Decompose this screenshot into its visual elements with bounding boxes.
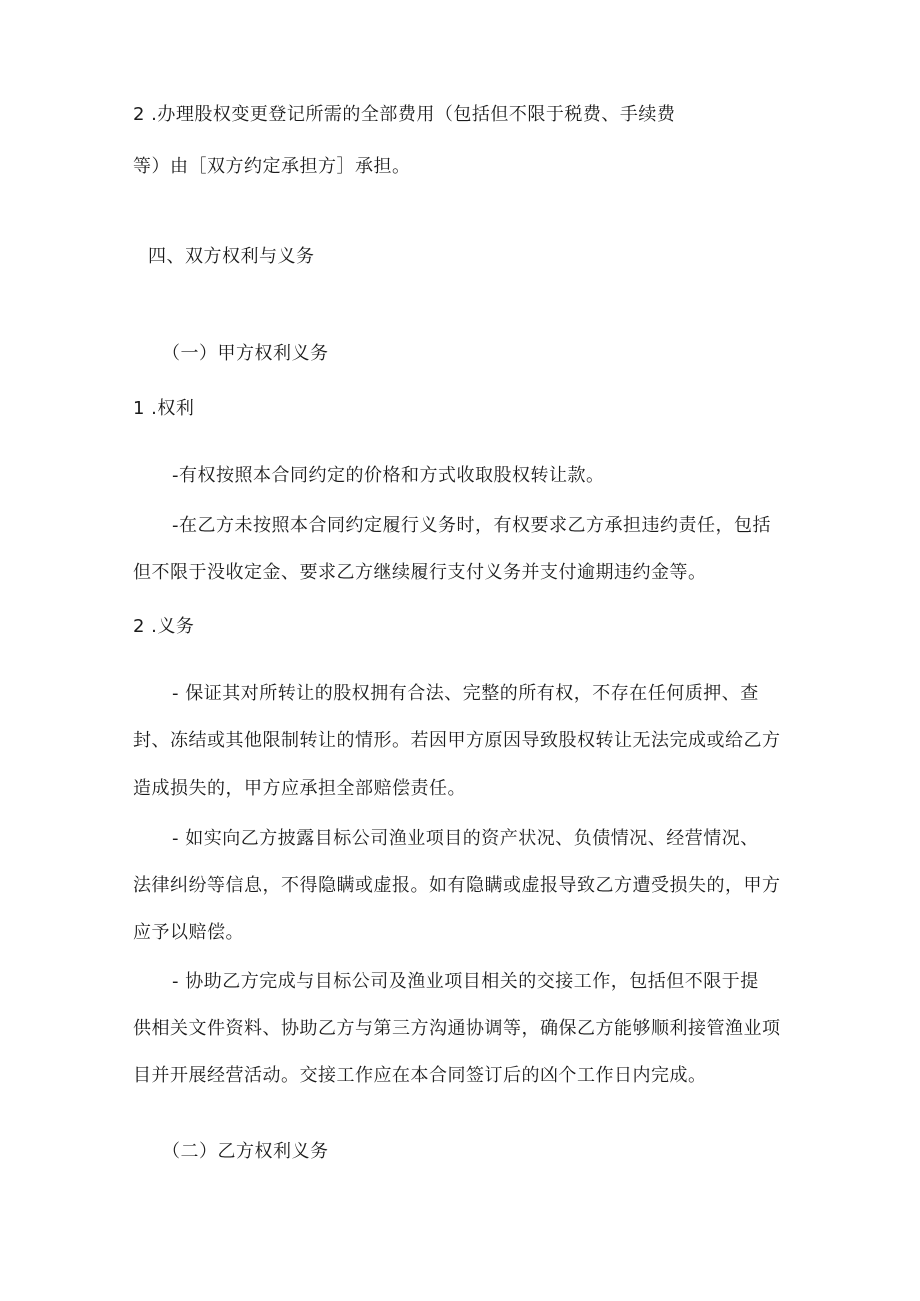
party-a-right-2-line-2: 但不限于没收定金、要求乙方继续履行支付义务并支付逾期违约金等。 bbox=[133, 562, 707, 583]
obligation-2-line-1: - 如实向乙方披露目标公司渔业项目的资产状况、负债情况、经营情况、 bbox=[172, 828, 759, 849]
obligation-1-line-2: 封、冻结或其他限制转让的情形。若因甲方原因导致股权转让无法完成或给乙方 bbox=[133, 730, 781, 751]
section-4-heading: 四、双方权利与义务 bbox=[148, 246, 315, 267]
subsection-party-b-heading: （二）乙方权利义务 bbox=[162, 1141, 329, 1162]
obligation-2-line-2: 法律纠纷等信息，不得隐瞒或虚报。如有隐瞒或虚报导致乙方遭受损失的，甲方 bbox=[133, 875, 781, 896]
obligation-3-line-3: 目并开展经营活动。交接工作应在本合同签订后的凶个工作日内完成。 bbox=[133, 1065, 707, 1086]
clause-2-fees-line-2: 等）由［双方约定承担方］承担。 bbox=[133, 156, 411, 177]
obligation-1-line-3: 造成损失的，甲方应承担全部赔偿责任。 bbox=[133, 778, 466, 799]
obligation-3-line-1: - 协助乙方完成与目标公司及渔业项目相关的交接工作，包括但不限于提 bbox=[172, 971, 759, 992]
obligation-2-line-3: 应予以赔偿。 bbox=[133, 922, 244, 943]
party-a-right-1: -有权按照本合同约定的价格和方式收取股权转让款。 bbox=[172, 465, 605, 486]
obligation-1-line-1: - 保证其对所转让的股权拥有合法、完整的所有权，不存在任何质押、查 bbox=[172, 683, 759, 704]
clause-2-fees-line-1: 2 .办理股权变更登记所需的全部费用（包括但不限于税费、手续费 bbox=[133, 104, 676, 125]
party-a-rights-heading: 1 .权利 bbox=[133, 398, 195, 419]
party-a-obligations-heading: 2 .义务 bbox=[133, 616, 195, 637]
subsection-party-a-heading: （一）甲方权利义务 bbox=[162, 343, 329, 364]
party-a-right-2-line-1: -在乙方未按照本合同约定履行义务时，有权要求乙方承担违约责任，包括 bbox=[172, 515, 771, 536]
obligation-3-line-2: 供相关文件资料、协助乙方与第三方沟通协调等，确保乙方能够顺利接管渔业项 bbox=[133, 1018, 781, 1039]
